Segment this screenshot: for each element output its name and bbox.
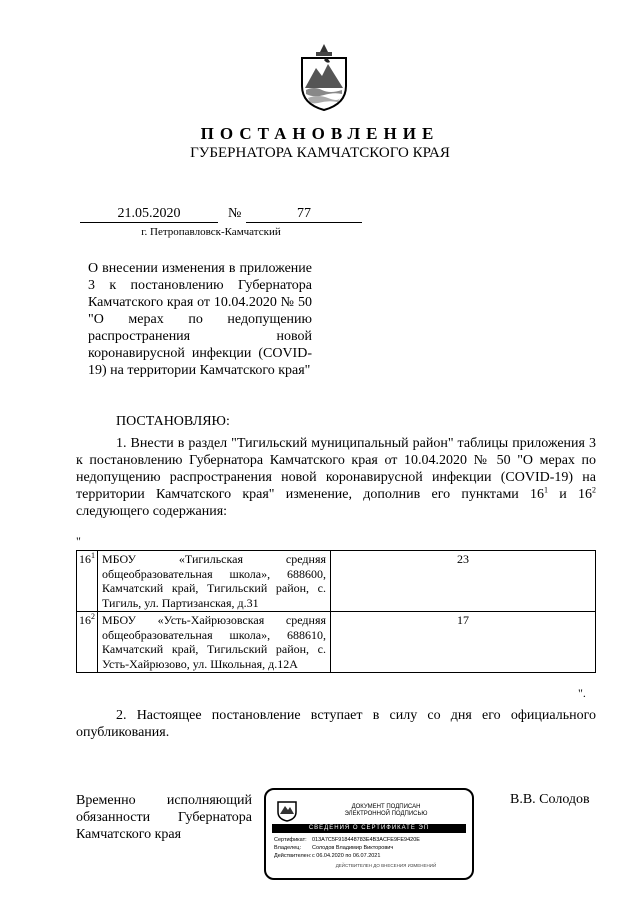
paragraph-1-tail: следующего содержания:: [76, 504, 228, 519]
coat-of-arms-icon: [298, 42, 350, 112]
stamp-owner-row: [274, 845, 393, 851]
document-topic: О внесении изменения в приложение 3 к постановлению Губернатора Камчатского края от 10.04.2020 № 50 "О мерах по недопущению распространения новой коронавирусной инфекции (COVID-19) на территории Камчатского края": [88, 261, 312, 378]
paragraph-1-text: 1. Внести в раздел "Тигильский муниципальный район" таблицы приложения 3 к постановлению Губернатора Камчатского края от 10.04.2020 № 50 "О мерах по недопущению распространения новой коронавирусной инфекции (COVID-19) на территории Камчатского края" изменение, дополнив его пунктами 16: [76, 436, 596, 502]
electronic-signature-stamp: [264, 788, 474, 880]
paragraph-1: [76, 435, 596, 520]
row-number: [77, 551, 98, 612]
row-organization: МБОУ «Усть-Хайрюзовская средняя общеобразовательная школа», 688610, Камчатский край, Тигильский район, с. Усть-Хайрюзово, ул. Школьная, д.12А: [98, 612, 331, 673]
document-city: г. Петропавловск-Камчатский: [141, 226, 281, 238]
paragraph-1-middle: и 16: [548, 487, 592, 502]
stamp-owner-value: Солодов Владимир Викторович: [312, 845, 394, 851]
document-title: ПОСТАНОВЛЕНИЕ: [200, 124, 440, 143]
stamp-certificate-value: 013A7C5F918448783E4B3ACFE9FE9420E: [312, 837, 420, 843]
document-subtitle: ГУБЕРНАТОРА КАМЧАТСКОГО КРАЯ: [190, 145, 450, 161]
stamp-owner-label: Владелец:: [274, 845, 301, 851]
signer-name: В.В. Солодов: [510, 792, 590, 807]
stamp-certificate-bar: СВЕДЕНИЯ О СЕРТИФИКАТЕ ЭП: [272, 824, 466, 833]
stamp-line-2: ЭЛЕКТРОННОЙ ПОДПИСЬЮ: [344, 811, 428, 817]
paragraph-2: 2. Настоящее постановление вступает в силу со дня его официального опубликования.: [76, 708, 596, 740]
stamp-validity-label: Действителен:: [274, 853, 312, 859]
row-number-text: 16: [79, 552, 91, 566]
stamp-footer: ДЕЙСТВИТЕЛЕН ДО ВНЕСЕНИЯ ИЗМЕНЕНИЙ: [335, 863, 437, 868]
number-sign: №: [228, 206, 242, 221]
table-row: [77, 612, 596, 673]
signer-position: Временно исполняющий обязанности Губернатора Камчатского края: [76, 793, 252, 842]
row-number-sup: 2: [91, 612, 95, 621]
quote-close: ".: [578, 686, 586, 700]
stamp-emblem-icon: [276, 798, 298, 822]
row-number: [77, 612, 98, 673]
quote-open: ": [76, 534, 81, 548]
schools-table: [76, 550, 596, 673]
stamp-validity-row: [274, 853, 380, 859]
row-number-sup: 1: [91, 551, 95, 560]
stamp-certificate-row: [274, 837, 420, 843]
row-value: 23: [331, 551, 596, 612]
row-organization: МБОУ «Тигильская средняя общеобразовательная школа», 688600, Камчатский край, Тигильский район, с. Тигиль, ул. Партизанская, д.31: [98, 551, 331, 612]
row-number-text: 16: [79, 613, 91, 627]
stamp-certificate-label: Сертификат:: [274, 837, 307, 843]
row-value: 17: [331, 612, 596, 673]
stamp-validity-value: с 06.04.2020 по 06.07.2021: [312, 853, 381, 859]
stamp-line-1: ДОКУМЕНТ ПОДПИСАН: [351, 804, 421, 810]
document-number: 77: [246, 206, 362, 223]
paragraph-1-sup2: 2: [592, 485, 596, 495]
document-date: 21.05.2020: [80, 206, 218, 223]
paragraph-1-sup1: 1: [544, 485, 549, 495]
decree-word: ПОСТАНОВЛЯЮ:: [116, 414, 230, 429]
table-row: [77, 551, 596, 612]
